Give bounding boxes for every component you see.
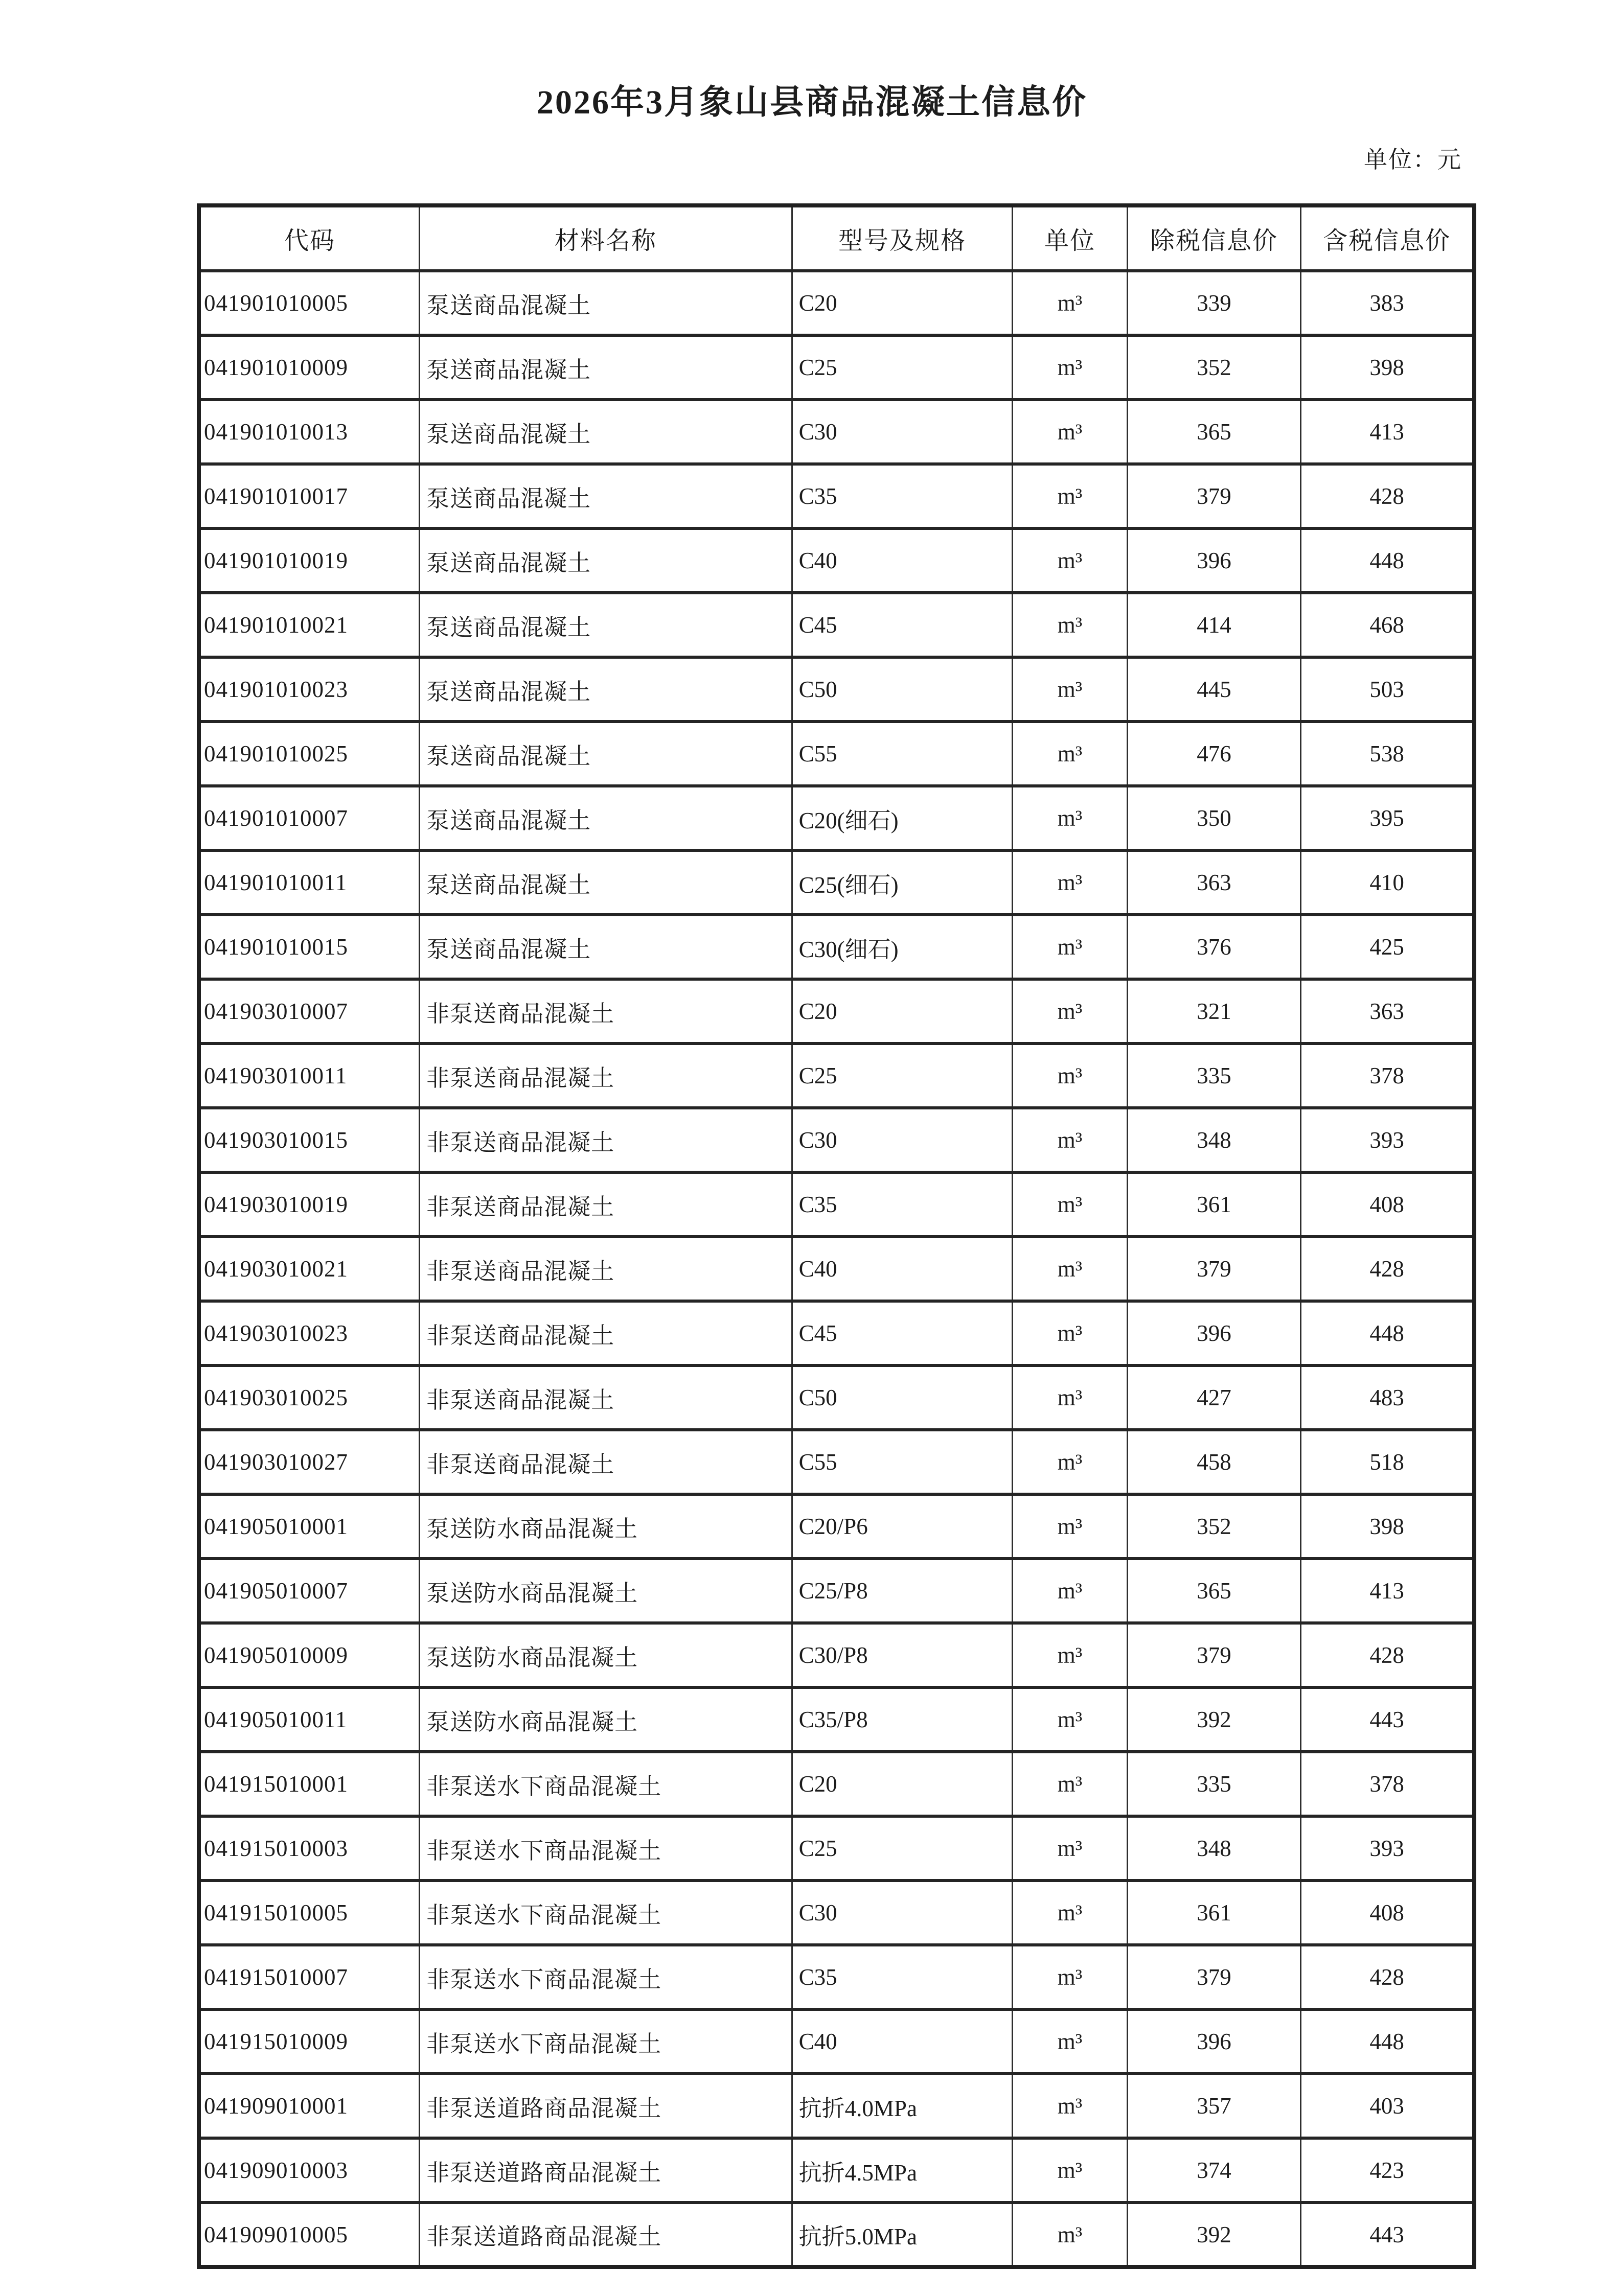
cell-price-ex-tax: 379 (1127, 1623, 1300, 1687)
header-row (199, 205, 1474, 271)
cell-price-incl-tax: 443 (1301, 2202, 1474, 2267)
table-row (199, 850, 1474, 915)
cell-material-name: 泵送防水商品混凝土 (420, 1559, 792, 1623)
cell-price-ex-tax: 363 (1127, 850, 1300, 915)
cell-code: 041901010019 (199, 528, 420, 593)
cell-material-name: 非泵送商品混凝土 (420, 979, 792, 1043)
cell-price-ex-tax: 379 (1127, 464, 1300, 528)
cell-unit: m³ (1013, 2138, 1128, 2202)
cell-price-ex-tax: 335 (1127, 1752, 1300, 1816)
table-row (199, 1623, 1474, 1687)
cell-code: 041901010013 (199, 400, 420, 464)
cell-unit: m³ (1013, 1623, 1128, 1687)
cell-unit: m³ (1013, 1172, 1128, 1237)
cell-spec: C25 (792, 1043, 1013, 1108)
cell-unit: m³ (1013, 1816, 1128, 1881)
cell-code: 041915010005 (199, 1881, 420, 1945)
cell-price-ex-tax: 350 (1127, 786, 1300, 850)
price-table-body (199, 271, 1474, 2267)
cell-material-name: 非泵送商品混凝土 (420, 1365, 792, 1430)
cell-spec: C20/P6 (792, 1494, 1013, 1559)
cell-material-name: 非泵送水下商品混凝土 (420, 1816, 792, 1881)
cell-price-incl-tax: 423 (1301, 2138, 1474, 2202)
cell-price-incl-tax: 483 (1301, 1365, 1474, 1430)
cell-price-incl-tax: 448 (1301, 1301, 1474, 1365)
cell-unit: m³ (1013, 593, 1128, 657)
cell-code: 041905010001 (199, 1494, 420, 1559)
cell-unit: m³ (1013, 528, 1128, 593)
table-row (199, 528, 1474, 593)
cell-price-ex-tax: 445 (1127, 657, 1300, 722)
table-row (199, 2202, 1474, 2267)
table-row (199, 1430, 1474, 1494)
cell-price-ex-tax: 365 (1127, 400, 1300, 464)
cell-code: 041903010025 (199, 1365, 420, 1430)
cell-spec: C30(细石) (792, 915, 1013, 979)
cell-unit: m³ (1013, 2074, 1128, 2138)
cell-material-name: 泵送防水商品混凝土 (420, 1623, 792, 1687)
cell-code: 041901010007 (199, 786, 420, 850)
cell-material-name: 泵送商品混凝土 (420, 271, 792, 335)
cell-spec: C20 (792, 1752, 1013, 1816)
cell-price-incl-tax: 413 (1301, 1559, 1474, 1623)
cell-spec: C25/P8 (792, 1559, 1013, 1623)
cell-unit: m³ (1013, 464, 1128, 528)
cell-price-ex-tax: 321 (1127, 979, 1300, 1043)
header-price-incl-tax: 含税信息价 (1301, 205, 1474, 271)
page-title: 2026年3月象山县商品混凝土信息价 (537, 84, 1087, 121)
cell-price-ex-tax: 379 (1127, 1237, 1300, 1301)
table-row (199, 2074, 1474, 2138)
cell-spec: C30 (792, 400, 1013, 464)
cell-price-ex-tax: 427 (1127, 1365, 1300, 1430)
cell-price-incl-tax: 428 (1301, 464, 1474, 528)
cell-material-name: 泵送商品混凝土 (420, 915, 792, 979)
cell-material-name: 非泵送道路商品混凝土 (420, 2202, 792, 2267)
cell-material-name: 泵送商品混凝土 (420, 786, 792, 850)
cell-spec: C50 (792, 1365, 1013, 1430)
table-row (199, 1494, 1474, 1559)
cell-price-ex-tax: 392 (1127, 2202, 1300, 2267)
cell-price-ex-tax: 396 (1127, 2009, 1300, 2074)
cell-price-ex-tax: 458 (1127, 1430, 1300, 1494)
cell-code: 041901010025 (199, 722, 420, 786)
cell-spec: C25(细石) (792, 850, 1013, 915)
cell-price-incl-tax: 378 (1301, 1752, 1474, 1816)
cell-unit: m³ (1013, 786, 1128, 850)
table-row (199, 464, 1474, 528)
cell-price-incl-tax: 398 (1301, 335, 1474, 400)
cell-material-name: 非泵送水下商品混凝土 (420, 1752, 792, 1816)
table-row (199, 1881, 1474, 1945)
cell-material-name: 非泵送商品混凝土 (420, 1172, 792, 1237)
cell-material-name: 非泵送道路商品混凝土 (420, 2138, 792, 2202)
cell-code: 041901010009 (199, 335, 420, 400)
cell-code: 041903010019 (199, 1172, 420, 1237)
cell-spec: C25 (792, 1816, 1013, 1881)
cell-code: 041903010021 (199, 1237, 420, 1301)
cell-material-name: 泵送商品混凝土 (420, 850, 792, 915)
cell-spec: C35 (792, 1172, 1013, 1237)
table-row (199, 979, 1474, 1043)
cell-price-incl-tax: 468 (1301, 593, 1474, 657)
cell-code: 041901010011 (199, 850, 420, 915)
cell-price-ex-tax: 392 (1127, 1687, 1300, 1752)
cell-code: 041901010023 (199, 657, 420, 722)
table-row (199, 1108, 1474, 1172)
cell-price-ex-tax: 376 (1127, 915, 1300, 979)
cell-material-name: 非泵送商品混凝土 (420, 1237, 792, 1301)
cell-price-incl-tax: 518 (1301, 1430, 1474, 1494)
cell-unit: m³ (1013, 400, 1128, 464)
cell-unit: m³ (1013, 1108, 1128, 1172)
table-row (199, 1172, 1474, 1237)
cell-price-ex-tax: 379 (1127, 1945, 1300, 2009)
cell-unit: m³ (1013, 1559, 1128, 1623)
table-row (199, 2009, 1474, 2074)
cell-code: 041915010003 (199, 1816, 420, 1881)
cell-material-name: 非泵送道路商品混凝土 (420, 2074, 792, 2138)
cell-unit: m³ (1013, 1687, 1128, 1752)
table-row (199, 271, 1474, 335)
header-spec: 型号及规格 (792, 205, 1013, 271)
cell-price-ex-tax: 339 (1127, 271, 1300, 335)
cell-unit: m³ (1013, 722, 1128, 786)
cell-price-incl-tax: 393 (1301, 1108, 1474, 1172)
table-area (197, 148, 1476, 2269)
cell-material-name: 非泵送水下商品混凝土 (420, 1881, 792, 1945)
unit-note: 单位：元 (1364, 147, 1462, 173)
cell-material-name: 泵送防水商品混凝土 (420, 1687, 792, 1752)
header-price-ex-tax: 除税信息价 (1127, 205, 1300, 271)
cell-spec: C35/P8 (792, 1687, 1013, 1752)
cell-spec: C30 (792, 1108, 1013, 1172)
cell-material-name: 非泵送商品混凝土 (420, 1108, 792, 1172)
cell-price-incl-tax: 398 (1301, 1494, 1474, 1559)
cell-unit: m³ (1013, 979, 1128, 1043)
cell-material-name: 非泵送水下商品混凝土 (420, 2009, 792, 2074)
cell-code: 041909010001 (199, 2074, 420, 2138)
table-row (199, 1752, 1474, 1816)
cell-unit: m³ (1013, 657, 1128, 722)
table-row (199, 335, 1474, 400)
cell-spec: C30/P8 (792, 1623, 1013, 1687)
concrete-price-table (197, 203, 1476, 2269)
cell-price-incl-tax: 363 (1301, 979, 1474, 1043)
cell-price-ex-tax: 335 (1127, 1043, 1300, 1108)
cell-material-name: 泵送商品混凝土 (420, 335, 792, 400)
cell-unit: m³ (1013, 335, 1128, 400)
header-unit: 单位 (1013, 205, 1128, 271)
cell-unit: m³ (1013, 1881, 1128, 1945)
cell-unit: m³ (1013, 915, 1128, 979)
cell-price-incl-tax: 395 (1301, 786, 1474, 850)
cell-price-incl-tax: 448 (1301, 2009, 1474, 2074)
cell-material-name: 泵送商品混凝土 (420, 722, 792, 786)
cell-spec: C20 (792, 271, 1013, 335)
cell-price-incl-tax: 410 (1301, 850, 1474, 915)
header-material-name: 材料名称 (420, 205, 792, 271)
table-row (199, 1816, 1474, 1881)
table-header (199, 205, 1474, 271)
cell-price-ex-tax: 361 (1127, 1172, 1300, 1237)
cell-code: 041903010027 (199, 1430, 420, 1494)
cell-price-incl-tax: 413 (1301, 400, 1474, 464)
cell-code: 041905010011 (199, 1687, 420, 1752)
cell-code: 041901010021 (199, 593, 420, 657)
cell-spec: C20 (792, 979, 1013, 1043)
cell-price-incl-tax: 448 (1301, 528, 1474, 593)
cell-code: 041901010017 (199, 464, 420, 528)
cell-spec: 抗折4.5MPa (792, 2138, 1013, 2202)
table-row (199, 1687, 1474, 1752)
cell-material-name: 泵送商品混凝土 (420, 400, 792, 464)
cell-price-incl-tax: 428 (1301, 1945, 1474, 2009)
cell-price-incl-tax: 383 (1301, 271, 1474, 335)
cell-unit: m³ (1013, 1301, 1128, 1365)
cell-code: 041901010015 (199, 915, 420, 979)
table-row (199, 1365, 1474, 1430)
cell-price-incl-tax: 428 (1301, 1623, 1474, 1687)
cell-price-ex-tax: 352 (1127, 335, 1300, 400)
cell-unit: m³ (1013, 1494, 1128, 1559)
cell-code: 041915010007 (199, 1945, 420, 2009)
cell-unit: m³ (1013, 1945, 1128, 2009)
cell-material-name: 非泵送商品混凝土 (420, 1430, 792, 1494)
cell-code: 041901010005 (199, 271, 420, 335)
cell-price-ex-tax: 396 (1127, 528, 1300, 593)
cell-price-incl-tax: 378 (1301, 1043, 1474, 1108)
cell-code: 041903010007 (199, 979, 420, 1043)
cell-unit: m³ (1013, 1365, 1128, 1430)
table-row (199, 400, 1474, 464)
cell-price-incl-tax: 428 (1301, 1237, 1474, 1301)
cell-price-ex-tax: 476 (1127, 722, 1300, 786)
cell-spec: C45 (792, 593, 1013, 657)
cell-unit: m³ (1013, 850, 1128, 915)
cell-material-name: 泵送商品混凝土 (420, 528, 792, 593)
table-row (199, 722, 1474, 786)
cell-price-incl-tax: 408 (1301, 1172, 1474, 1237)
cell-spec: C40 (792, 528, 1013, 593)
cell-material-name: 泵送防水商品混凝土 (420, 1494, 792, 1559)
cell-code: 041903010023 (199, 1301, 420, 1365)
table-row (199, 1945, 1474, 2009)
cell-unit: m³ (1013, 1430, 1128, 1494)
cell-price-ex-tax: 374 (1127, 2138, 1300, 2202)
cell-spec: C35 (792, 464, 1013, 528)
cell-code: 041909010003 (199, 2138, 420, 2202)
cell-price-ex-tax: 396 (1127, 1301, 1300, 1365)
cell-spec: C30 (792, 1881, 1013, 1945)
cell-price-ex-tax: 348 (1127, 1816, 1300, 1881)
cell-unit: m³ (1013, 1043, 1128, 1108)
table-row (199, 1237, 1474, 1301)
table-row (199, 593, 1474, 657)
cell-spec: C40 (792, 1237, 1013, 1301)
cell-spec: C45 (792, 1301, 1013, 1365)
cell-spec: C25 (792, 335, 1013, 400)
cell-code: 041915010009 (199, 2009, 420, 2074)
cell-code: 041909010005 (199, 2202, 420, 2267)
cell-unit: m³ (1013, 271, 1128, 335)
cell-spec: 抗折5.0MPa (792, 2202, 1013, 2267)
cell-price-incl-tax: 538 (1301, 722, 1474, 786)
cell-material-name: 泵送商品混凝土 (420, 464, 792, 528)
cell-material-name: 非泵送商品混凝土 (420, 1301, 792, 1365)
cell-unit: m³ (1013, 2009, 1128, 2074)
cell-price-incl-tax: 503 (1301, 657, 1474, 722)
cell-price-incl-tax: 408 (1301, 1881, 1474, 1945)
cell-material-name: 泵送商品混凝土 (420, 593, 792, 657)
cell-code: 041905010009 (199, 1623, 420, 1687)
cell-code: 041903010015 (199, 1108, 420, 1172)
cell-material-name: 非泵送水下商品混凝土 (420, 1945, 792, 2009)
cell-price-ex-tax: 414 (1127, 593, 1300, 657)
table-row (199, 1043, 1474, 1108)
cell-code: 041903010011 (199, 1043, 420, 1108)
cell-unit: m³ (1013, 1237, 1128, 1301)
cell-price-incl-tax: 443 (1301, 1687, 1474, 1752)
cell-price-ex-tax: 365 (1127, 1559, 1300, 1623)
cell-price-incl-tax: 403 (1301, 2074, 1474, 2138)
cell-price-ex-tax: 348 (1127, 1108, 1300, 1172)
cell-material-name: 泵送商品混凝土 (420, 657, 792, 722)
cell-price-ex-tax: 361 (1127, 1881, 1300, 1945)
cell-material-name: 非泵送商品混凝土 (420, 1043, 792, 1108)
cell-unit: m³ (1013, 1752, 1128, 1816)
cell-spec: C40 (792, 2009, 1013, 2074)
cell-spec: 抗折4.0MPa (792, 2074, 1013, 2138)
cell-price-incl-tax: 393 (1301, 1816, 1474, 1881)
cell-spec: C50 (792, 657, 1013, 722)
table-row (199, 1301, 1474, 1365)
header-code: 代码 (199, 205, 420, 271)
table-row (199, 915, 1474, 979)
cell-code: 041905010007 (199, 1559, 420, 1623)
cell-price-ex-tax: 357 (1127, 2074, 1300, 2138)
cell-price-incl-tax: 425 (1301, 915, 1474, 979)
cell-spec: C55 (792, 1430, 1013, 1494)
table-row (199, 657, 1474, 722)
cell-price-ex-tax: 352 (1127, 1494, 1300, 1559)
cell-spec: C35 (792, 1945, 1013, 2009)
cell-spec: C20(细石) (792, 786, 1013, 850)
cell-code: 041915010001 (199, 1752, 420, 1816)
table-row (199, 1559, 1474, 1623)
cell-unit: m³ (1013, 2202, 1128, 2267)
table-row (199, 2138, 1474, 2202)
table-row (199, 786, 1474, 850)
cell-spec: C55 (792, 722, 1013, 786)
